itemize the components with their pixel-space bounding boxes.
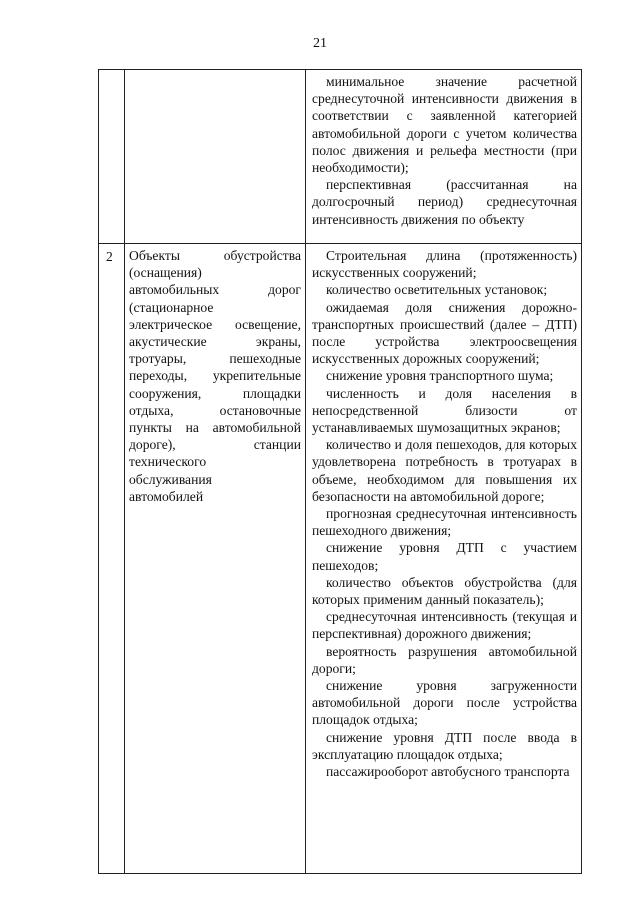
indicator-item: снижение уровня загруженности автомобильной дороги после устройства площадок отдыха; [312,678,577,728]
object-line: дороге), станции [129,437,301,453]
table-row [99,70,582,244]
object-description [129,247,301,505]
indicators-table [98,69,582,874]
indicators-cell [306,244,582,874]
object-line: электрическое освещение, [129,316,301,332]
indicator-item: количество объектов обустройства (для которых применим данный показатель); [312,574,577,608]
indicator-item: среднесуточная интенсивность (текущая и перспективная) дорожного движения; [312,609,577,642]
object-line: (оснащения) [129,265,202,281]
page-number: 21 [313,36,327,51]
object-line: отдыха, остановочные [129,402,301,418]
object-line: (стационарное [129,299,214,315]
indicator-item: вероятность разрушения автомобильной дороги; [312,643,577,676]
indicator-item: снижение уровня транспортного шума; [326,368,554,384]
indicators-cell [306,70,582,244]
object-line: Объекты обустройства [129,248,301,263]
object-line: обслуживания [129,471,212,487]
indicator-item: численность и доля населения в непосредственной близости от устанавливаемых шумозащитных экранов; [312,385,577,436]
indicator-item: снижение уровня ДТП с участием пешеходов; [312,540,577,573]
object-cell [125,70,306,244]
object-cell [125,244,306,874]
object-line: тротуары, пешеходные [129,351,301,367]
indicator-item: Строительная длина (протяженность) искусственных сооружений; [312,248,577,281]
object-line: технического [129,454,207,470]
indicator-item: минимальное значение расчетной среднесуточной интенсивности движения в соответствии с заявленной категорией автомобильной дороги с учетом количества полос движения и рельефа местности (при необходимости); [312,74,577,176]
row-number-cell [99,70,125,244]
object-line: сооружения, площадки [129,385,301,401]
indicator-item: количество и доля пешеходов, для которых удовлетворена потребность в тротуарах в объеме, необходимом для повышения их безопасности на автомобильной дороге; [312,437,577,504]
object-line: пункты на автомобильной [129,420,301,436]
object-line: автомобильных дорог [129,282,301,298]
object-line: переходы, укрепительные [129,368,301,384]
row-number-cell: 2 [99,244,125,874]
indicator-item: ожидаемая доля снижения дорожно-транспортных происшествий (далее – ДТП) после устройства электроосвещения искусственных дорожных сооружений; [312,299,577,367]
indicator-item: прогнозная среднесуточная интенсивность пешеходного движения; [312,506,577,539]
indicator-item: снижение уровня ДТП после ввода в эксплуатацию площадок отдыха; [312,729,577,762]
object-line: автомобилей [129,488,204,504]
indicator-item: перспективная (рассчитанная на долгосрочный период) среднесуточная интенсивность движения по объекту [312,177,577,227]
table-row [99,244,582,874]
indicator-item: пассажирооборот автобусного транспорта [326,764,570,780]
object-line: акустические экраны, [129,334,301,350]
indicator-item: количество осветительных установок; [326,282,548,298]
